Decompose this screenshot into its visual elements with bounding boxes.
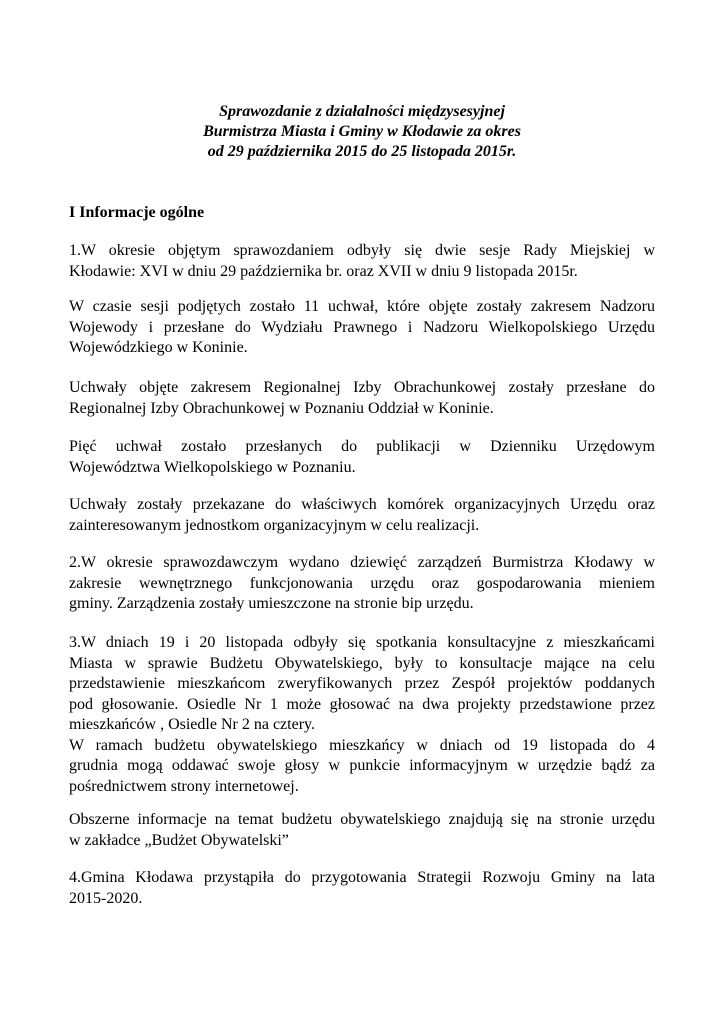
section-heading: I Informacje ogólne xyxy=(69,204,205,221)
text-line: zainteresowanym jednostkom organizacyjnym w celu realizacji. xyxy=(69,516,480,534)
paragraph-publication xyxy=(69,437,655,478)
text-line: Pięć uchwał zostało przesłanych do publikacji w Dzienniku Urzędowym xyxy=(69,438,655,455)
paragraph-resolutions xyxy=(69,297,655,359)
text-line: Uchwały objęte zakresem Regionalnej Izby Obrachunkowej zostały przesłane do xyxy=(69,379,655,396)
text-line: Miasta w sprawie Budżetu Obywatelskiego, były to konsultacje mające na celu xyxy=(69,654,655,672)
text-line: Obszerne informacje na temat budżetu obywatelskiego znajdują się na stronie urzędu xyxy=(69,811,655,828)
text-line: Wojewódzkiego w Koninie. xyxy=(69,339,248,356)
text-line: pod głosowanie. Osiedle Nr 1 może głosować na dwa projekty przedstawione przez xyxy=(69,695,655,713)
title-line: Sprawozdanie z działalności międzysesyjnej xyxy=(219,103,505,120)
paragraph-distribution xyxy=(69,495,655,536)
text-line: Kłodawie: XVI w dniu 29 października br. oraz XVII w dniu 9 listopada 2015r. xyxy=(69,262,578,280)
text-line: Regionalnej Izby Obrachunkowej w Poznaniu Oddział w Koninie. xyxy=(69,399,494,417)
text-line: Wojewody i przesłane do Wydziału Prawnego i Nadzoru Wielkopolskiego Urzędu xyxy=(69,318,655,336)
paragraph-4-strategy xyxy=(69,868,655,909)
text-line: gminy. Zarządzenia zostały umieszczone na stronie bip urzędu. xyxy=(69,595,474,612)
text-line: 1.W okresie objętym sprawozdaniem odbyły się dwie sesje Rady Miejskiej w xyxy=(69,242,655,259)
text-line: pośrednictwem strony internetowej. xyxy=(69,777,299,795)
paragraph-1-sessions xyxy=(69,241,655,282)
text-line: grudnia mogą oddawać swoje głosy w punkcie informacyjnym w urzędzie bądź za xyxy=(69,757,655,774)
paragraph-budget-info xyxy=(69,810,655,851)
paragraph-3-citizens-budget xyxy=(69,633,655,797)
title-line: od 29 października 2015 do 25 listopada 2015r. xyxy=(207,143,517,160)
paragraph-2-orders xyxy=(69,553,655,615)
text-line: przedstawienie mieszkańcom zweryfikowanych przez Zespół projektów poddanych xyxy=(69,675,655,692)
text-line: zakresie wewnętrznego funkcjonowania urzędu oraz gospodarowania mieniem xyxy=(69,574,655,592)
paragraph-rio xyxy=(69,378,655,419)
text-line: 2.W okresie sprawozdawczym wydano dziewięć zarządzeń Burmistrza Kłodawy w xyxy=(69,554,655,571)
text-line: W czasie sesji podjętych zostało 11 uchwał, które objęte zostały zakresem Nadzoru xyxy=(69,298,655,315)
report-title xyxy=(90,102,634,162)
text-line: 2015-2020. xyxy=(69,889,143,907)
text-line: Województwa Wielkopolskiego w Poznaniu. xyxy=(69,458,356,476)
text-line: W ramach budżetu obywatelskiego mieszkańcy w dniach od 19 listopada do 4 xyxy=(69,736,655,754)
text-line: Uchwały zostały przekazane do właściwych komórek organizacyjnych Urzędu oraz xyxy=(69,496,655,513)
text-line: w zakładce „Budżet Obywatelski” xyxy=(69,831,289,849)
text-line: mieszkańców , Osiedle Nr 2 na cztery. xyxy=(69,716,315,733)
text-line: 3.W dniach 19 i 20 listopada odbyły się spotkania konsultacyjne z mieszkańcami xyxy=(69,634,655,651)
text-line: 4.Gmina Kłodawa przystąpiła do przygotowania Strategii Rozwoju Gminy na lata xyxy=(69,869,655,886)
title-line: Burmistrza Miasta i Gminy w Kłodawie za okres xyxy=(203,123,521,140)
